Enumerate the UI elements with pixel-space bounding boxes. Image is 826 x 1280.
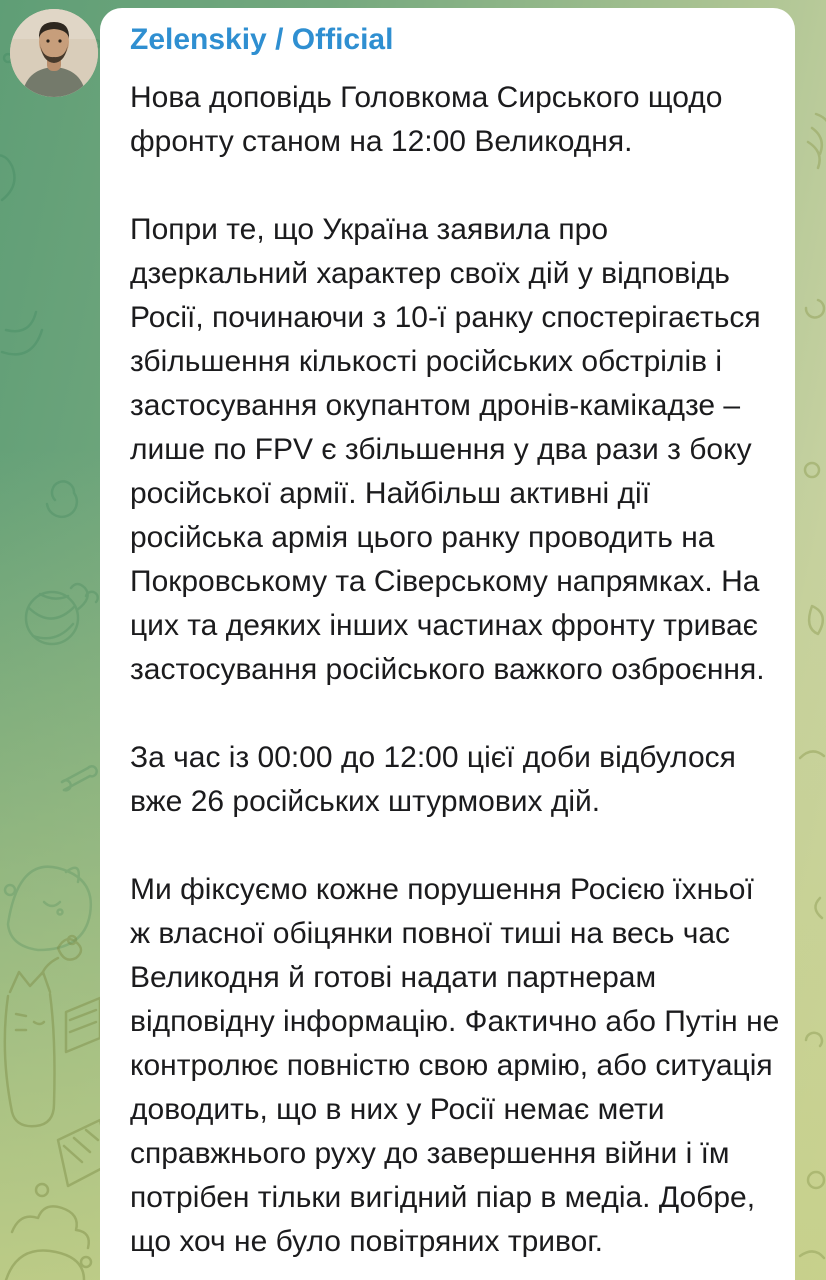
channel-avatar[interactable] [10, 9, 98, 97]
message-text [130, 76, 782, 1264]
avatar-portrait-image [10, 9, 98, 97]
mouse-doodle [42, 936, 81, 974]
message-paragraph-3: За час із 00:00 до 12:00 цієї доби відбулося вже 26 російських штурмових дій. [130, 741, 736, 818]
channel-name-link[interactable]: Zelenskiy / Official [130, 23, 394, 56]
message-bubble[interactable] [100, 8, 795, 1280]
bone-doodle [62, 766, 97, 790]
leaf-doodle [809, 606, 823, 634]
message-paragraph-2: Попри те, що Україна заявила про дзеркальний характер своїх дій у відповідь Росії, починаючи з 10-ї ранку спостерігається збільшення кількості російських обстрілів і застосування окупантом дронів-камікадзе – лише по FPV є збільшення у два рази з боку російської армії. Найбільш активні дії російська армія цього ранку проводить на Покровському та Сіверському напрямках. На цих та деяких інших частинах фронту триває застосування російського важкого озброєння. [130, 213, 765, 686]
spiral-doodle [47, 481, 77, 516]
sleeping-dog-doodle [8, 867, 91, 950]
message-paragraph-4: Ми фіксуємо кожне порушення Росією їхньої ж власної обіцянки повної тиші на весь час Великодня й готові надати партнерам відповідну інформацію. Фактично або Путін не контролює повністю свою армію, або ситуація доводить, що в них у Росії немає мети справжнього руху до завершення війни і їм потрібен тільки вигідний піар в медіа. Добре, що хоч не було повітряних тривог. [130, 873, 780, 1258]
yarn-ball-doodle [26, 584, 98, 644]
box-doodle [66, 998, 100, 1052]
squiggle-doodle [0, 155, 14, 200]
fern-doodle [808, 114, 826, 168]
cloud-doodle [12, 1206, 89, 1248]
message-paragraph-1: Нова доповідь Головкома Сирського щодо фронту станом на 12:00 Великодня. [130, 81, 723, 158]
cat-doodle [5, 972, 55, 1126]
